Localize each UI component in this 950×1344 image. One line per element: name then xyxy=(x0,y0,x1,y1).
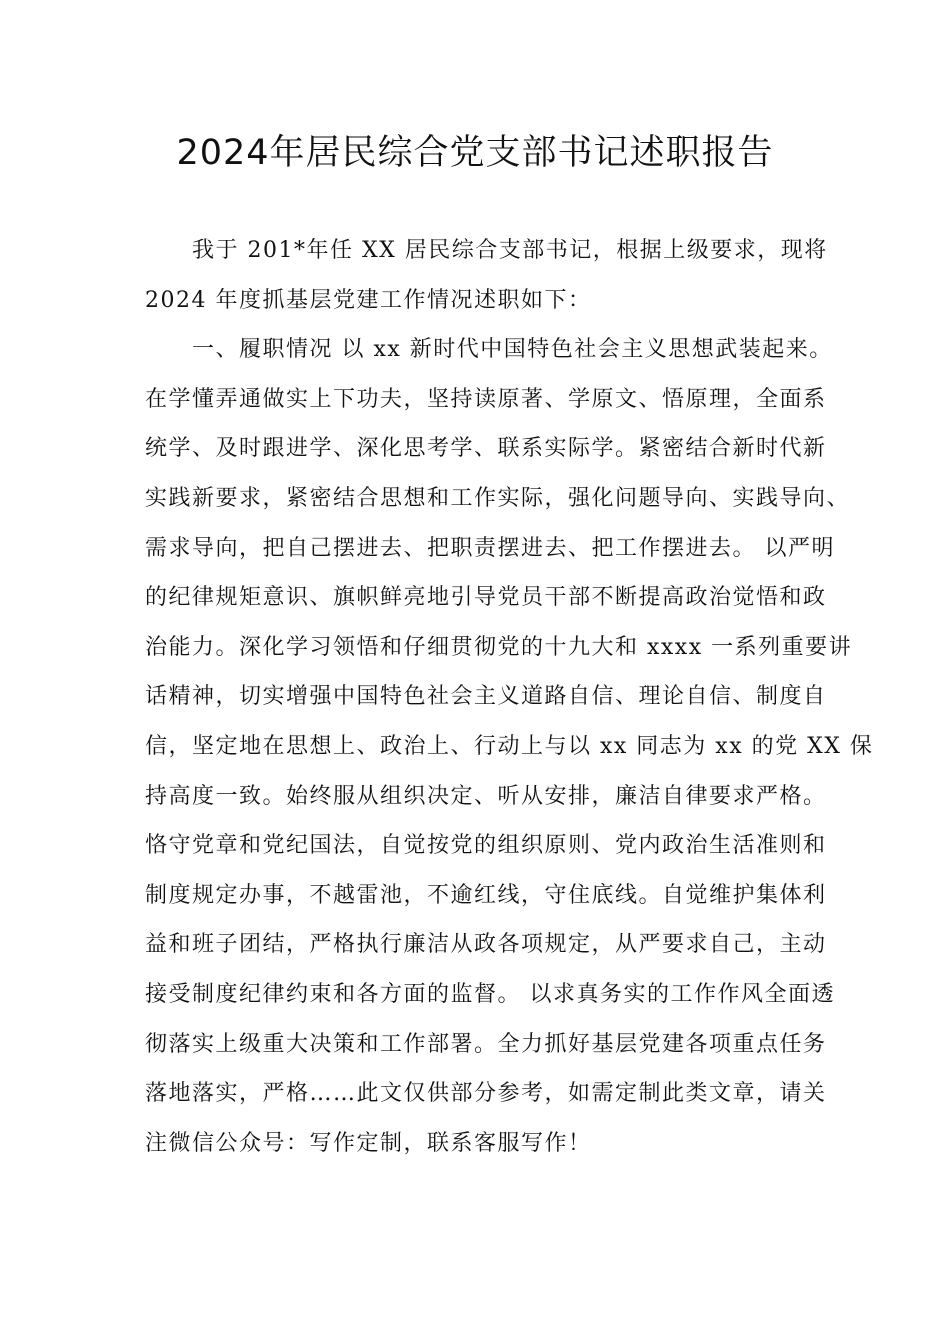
paragraph-line: 需求导向，把自己摆进去、把职责摆进去、把工作摆进去。 以严明 xyxy=(145,535,835,561)
paragraph-line: 恪守党章和党纪国法，自觉按党的组织原则、党内政治生活准则和 xyxy=(145,833,827,859)
paragraph-line: 治能力。深化学习领悟和仔细贯彻党的十九大和 xxxx 一系列重要讲 xyxy=(145,634,853,660)
paragraph-line: 持高度一致。始终服从组织决定、听从安排，廉洁自律要求严格。 xyxy=(145,783,827,809)
paragraph-line: 彻落实上级重大决策和工作部署。全力抓好基层党建各项重点任务 xyxy=(145,1031,827,1057)
paragraph-line: 信，坚定地在思想上、政治上、行动上与以 xx 同志为 xx 的党 XX 保 xyxy=(145,733,874,759)
paragraph-line: 2024 年度抓基层党建工作情况述职如下： xyxy=(145,287,592,313)
paragraph-line: 制度规定办事，不越雷池，不逾红线，守住底线。自觉维护集体利 xyxy=(145,882,827,908)
document-body xyxy=(145,226,874,1168)
paragraph-line: 统学、及时跟进学、深化思考学、联系实际学。紧密结合新时代新 xyxy=(145,436,827,462)
paragraph-line: 话精神，切实增强中国特色社会主义道路自信、理论自信、制度自 xyxy=(145,684,827,710)
paragraph-line: 落地落实，严格……此文仅供部分参考，如需定制此类文章，请关 xyxy=(145,1081,827,1107)
paragraph-line: 接受制度纪律约束和各方面的监督。 以求真务实的工作作风全面透 xyxy=(145,981,835,1007)
paragraph-line: 在学懂弄通做实上下功夫，坚持读原著、学原文、悟原理，全面系 xyxy=(145,386,827,412)
paragraph-line: 益和班子团结，严格执行廉洁从政各项规定，从严要求自己，主动 xyxy=(145,932,827,958)
document-title: 2024年居民综合党支部书记述职报告 xyxy=(176,133,774,173)
paragraph-line: 我于 201*年任 XX 居民综合支部书记，根据上级要求，现将 xyxy=(192,238,828,263)
paragraph-line: 的纪律规矩意识、旗帜鲜亮地引导党员干部不断提高政治觉悟和政 xyxy=(145,585,827,611)
paragraph-line: 实践新要求，紧密结合思想和工作实际，强化问题导向、实践导向、 xyxy=(145,485,851,511)
paragraph-line: 一、履职情况 以 xx 新时代中国特色社会主义思想武装起来。 xyxy=(192,337,833,363)
paragraph-line: 注微信公众号：写作定制，联系客服写作！ xyxy=(145,1130,592,1156)
